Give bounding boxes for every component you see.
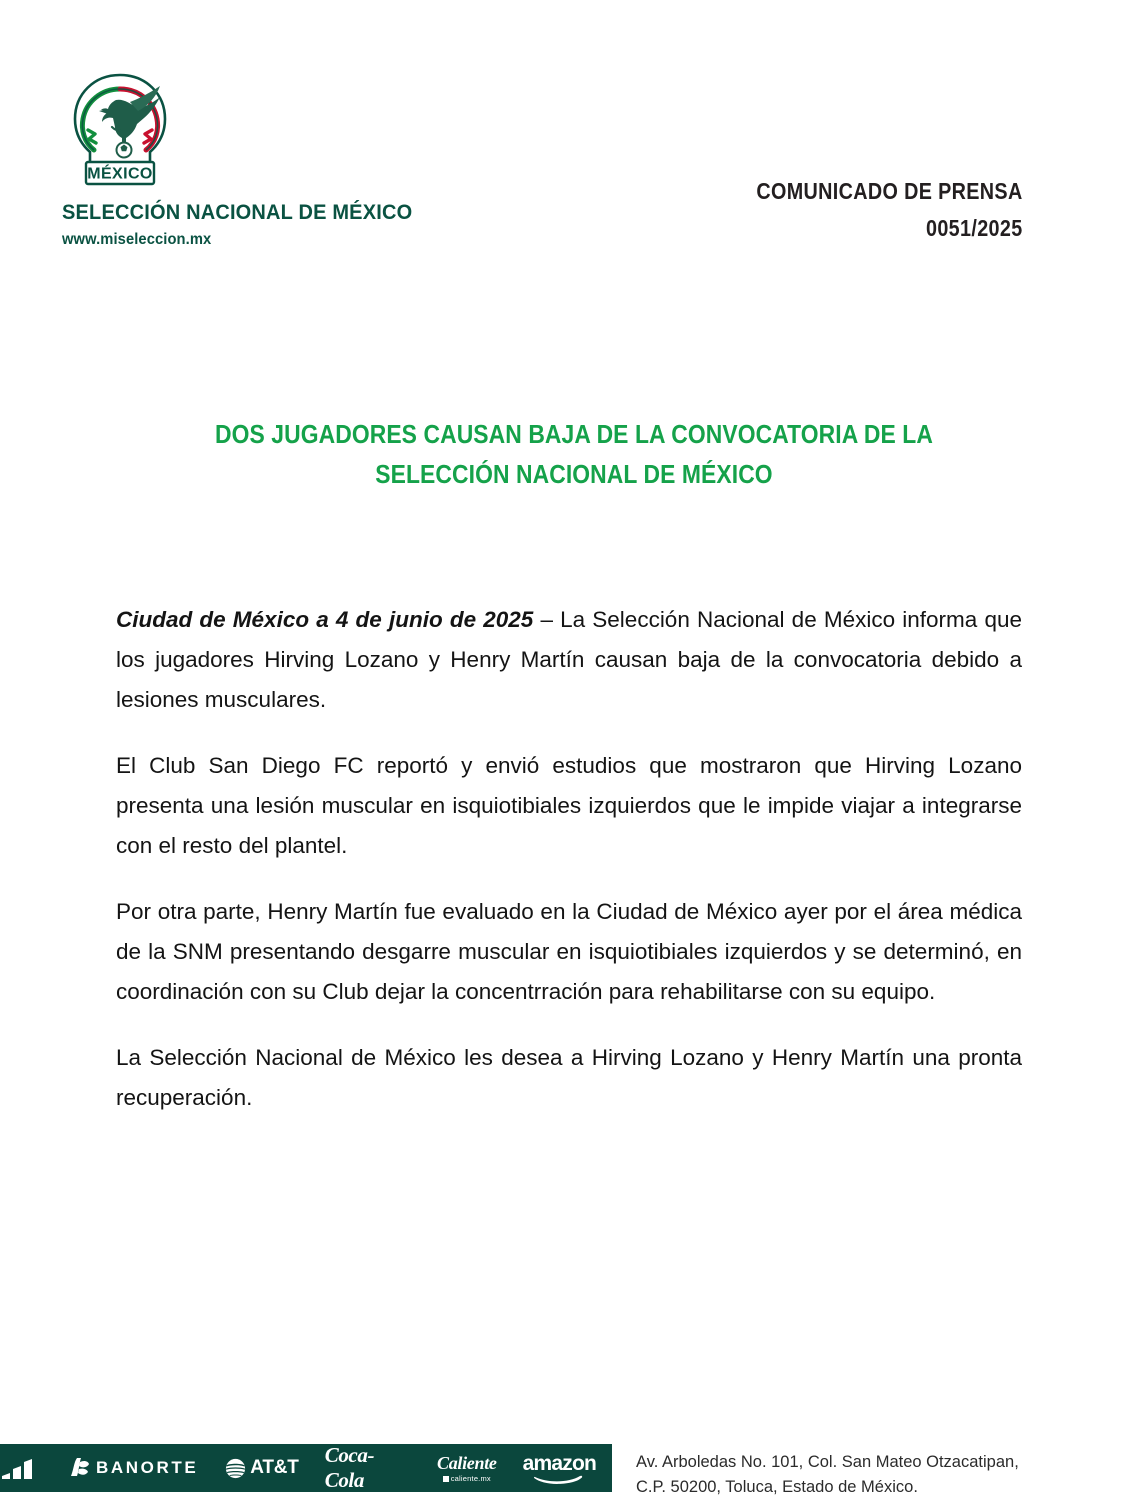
- sponsor-banorte-label: BANORTE: [96, 1458, 199, 1477]
- att-logo-icon: [224, 1457, 247, 1480]
- paragraph-intro: [116, 600, 1022, 720]
- sponsor-att-label: AT&T: [250, 1457, 299, 1478]
- sponsor-amazon: [523, 1451, 596, 1485]
- amazon-smile-icon: [533, 1474, 585, 1484]
- document-header: [0, 0, 1147, 300]
- page-title: DOS JUGADORES CAUSAN BAJA DE LA CONVOCATORIA DE LA SELECCIÓN NACIONAL DE MÉXICO: [215, 419, 933, 489]
- dateline: Ciudad de México a 4 de junio de 2025: [116, 607, 534, 632]
- mexico-national-team-crest-icon: [68, 72, 172, 188]
- paragraph-text: El Club San Diego FC reportó y envió estudios que mostraron que Hirving Lozano presenta una lesión muscular en isquiotibiales izquierdos que le impide viajar a integrarse con el resto del plantel.: [116, 753, 1022, 859]
- document-type-label: COMUNICADO DE PRENSA: [756, 178, 1023, 204]
- sponsor-caliente-label: Caliente: [437, 1452, 497, 1473]
- brand-block: [62, 72, 413, 249]
- document-footer: [0, 1442, 1147, 1506]
- sponsor-coca-cola: [324, 1443, 411, 1492]
- address-line-2: C.P. 50200, Toluca, Estado de México.: [636, 1477, 918, 1496]
- caliente-logo-icon: [437, 1454, 497, 1483]
- sponsor-caliente: [437, 1451, 497, 1485]
- sponsor-coca-cola-label: Coca-Cola: [324, 1443, 375, 1492]
- address-line-1: Av. Arboledas No. 101, Col. San Mateo Otzacatipan,: [636, 1453, 1019, 1471]
- banorte-logo-icon: [68, 1456, 92, 1480]
- sponsor-amazon-label: amazon: [522, 1451, 596, 1475]
- sponsor-adidas: [0, 1451, 40, 1485]
- adidas-logo-icon: [0, 1455, 40, 1481]
- document-meta: [713, 178, 1023, 242]
- sponsor-bar: [0, 1444, 612, 1492]
- amazon-logo-icon: [523, 1453, 596, 1484]
- brand-name: SELECCIÓN NACIONAL DE MÉXICO: [62, 200, 413, 224]
- paragraph-text: – La Selección Nacional de México informa que los jugadores Hirving Lozano y Henry Martín causan baja de la convocatoria debido a lesiones musculares.: [116, 607, 1022, 713]
- svg-text:MÉXICO: MÉXICO: [87, 165, 153, 183]
- sponsor-banorte: [68, 1451, 198, 1485]
- brand-url: www.miseleccion.mx: [62, 231, 212, 248]
- document-number: 0051/2025: [926, 215, 1023, 241]
- sponsor-att: [224, 1451, 298, 1485]
- press-release-body: [116, 600, 1022, 1119]
- footer-address: [636, 1450, 1019, 1500]
- paragraph-text: Por otra parte, Henry Martín fue evaluado en la Ciudad de México ayer por el área médica de la SNM presentando desgarre muscular en isquiotibiales izquierdos y se determinó, en coordinación con su Club dejar la concentrración para rehabilitarse con su equipo.: [116, 899, 1022, 1005]
- sponsor-caliente-sublabel: caliente.mx: [443, 1475, 491, 1483]
- paragraph-text: La Selección Nacional de México les desea a Hirving Lozano y Henry Martín una pronta recuperación.: [116, 1045, 1022, 1111]
